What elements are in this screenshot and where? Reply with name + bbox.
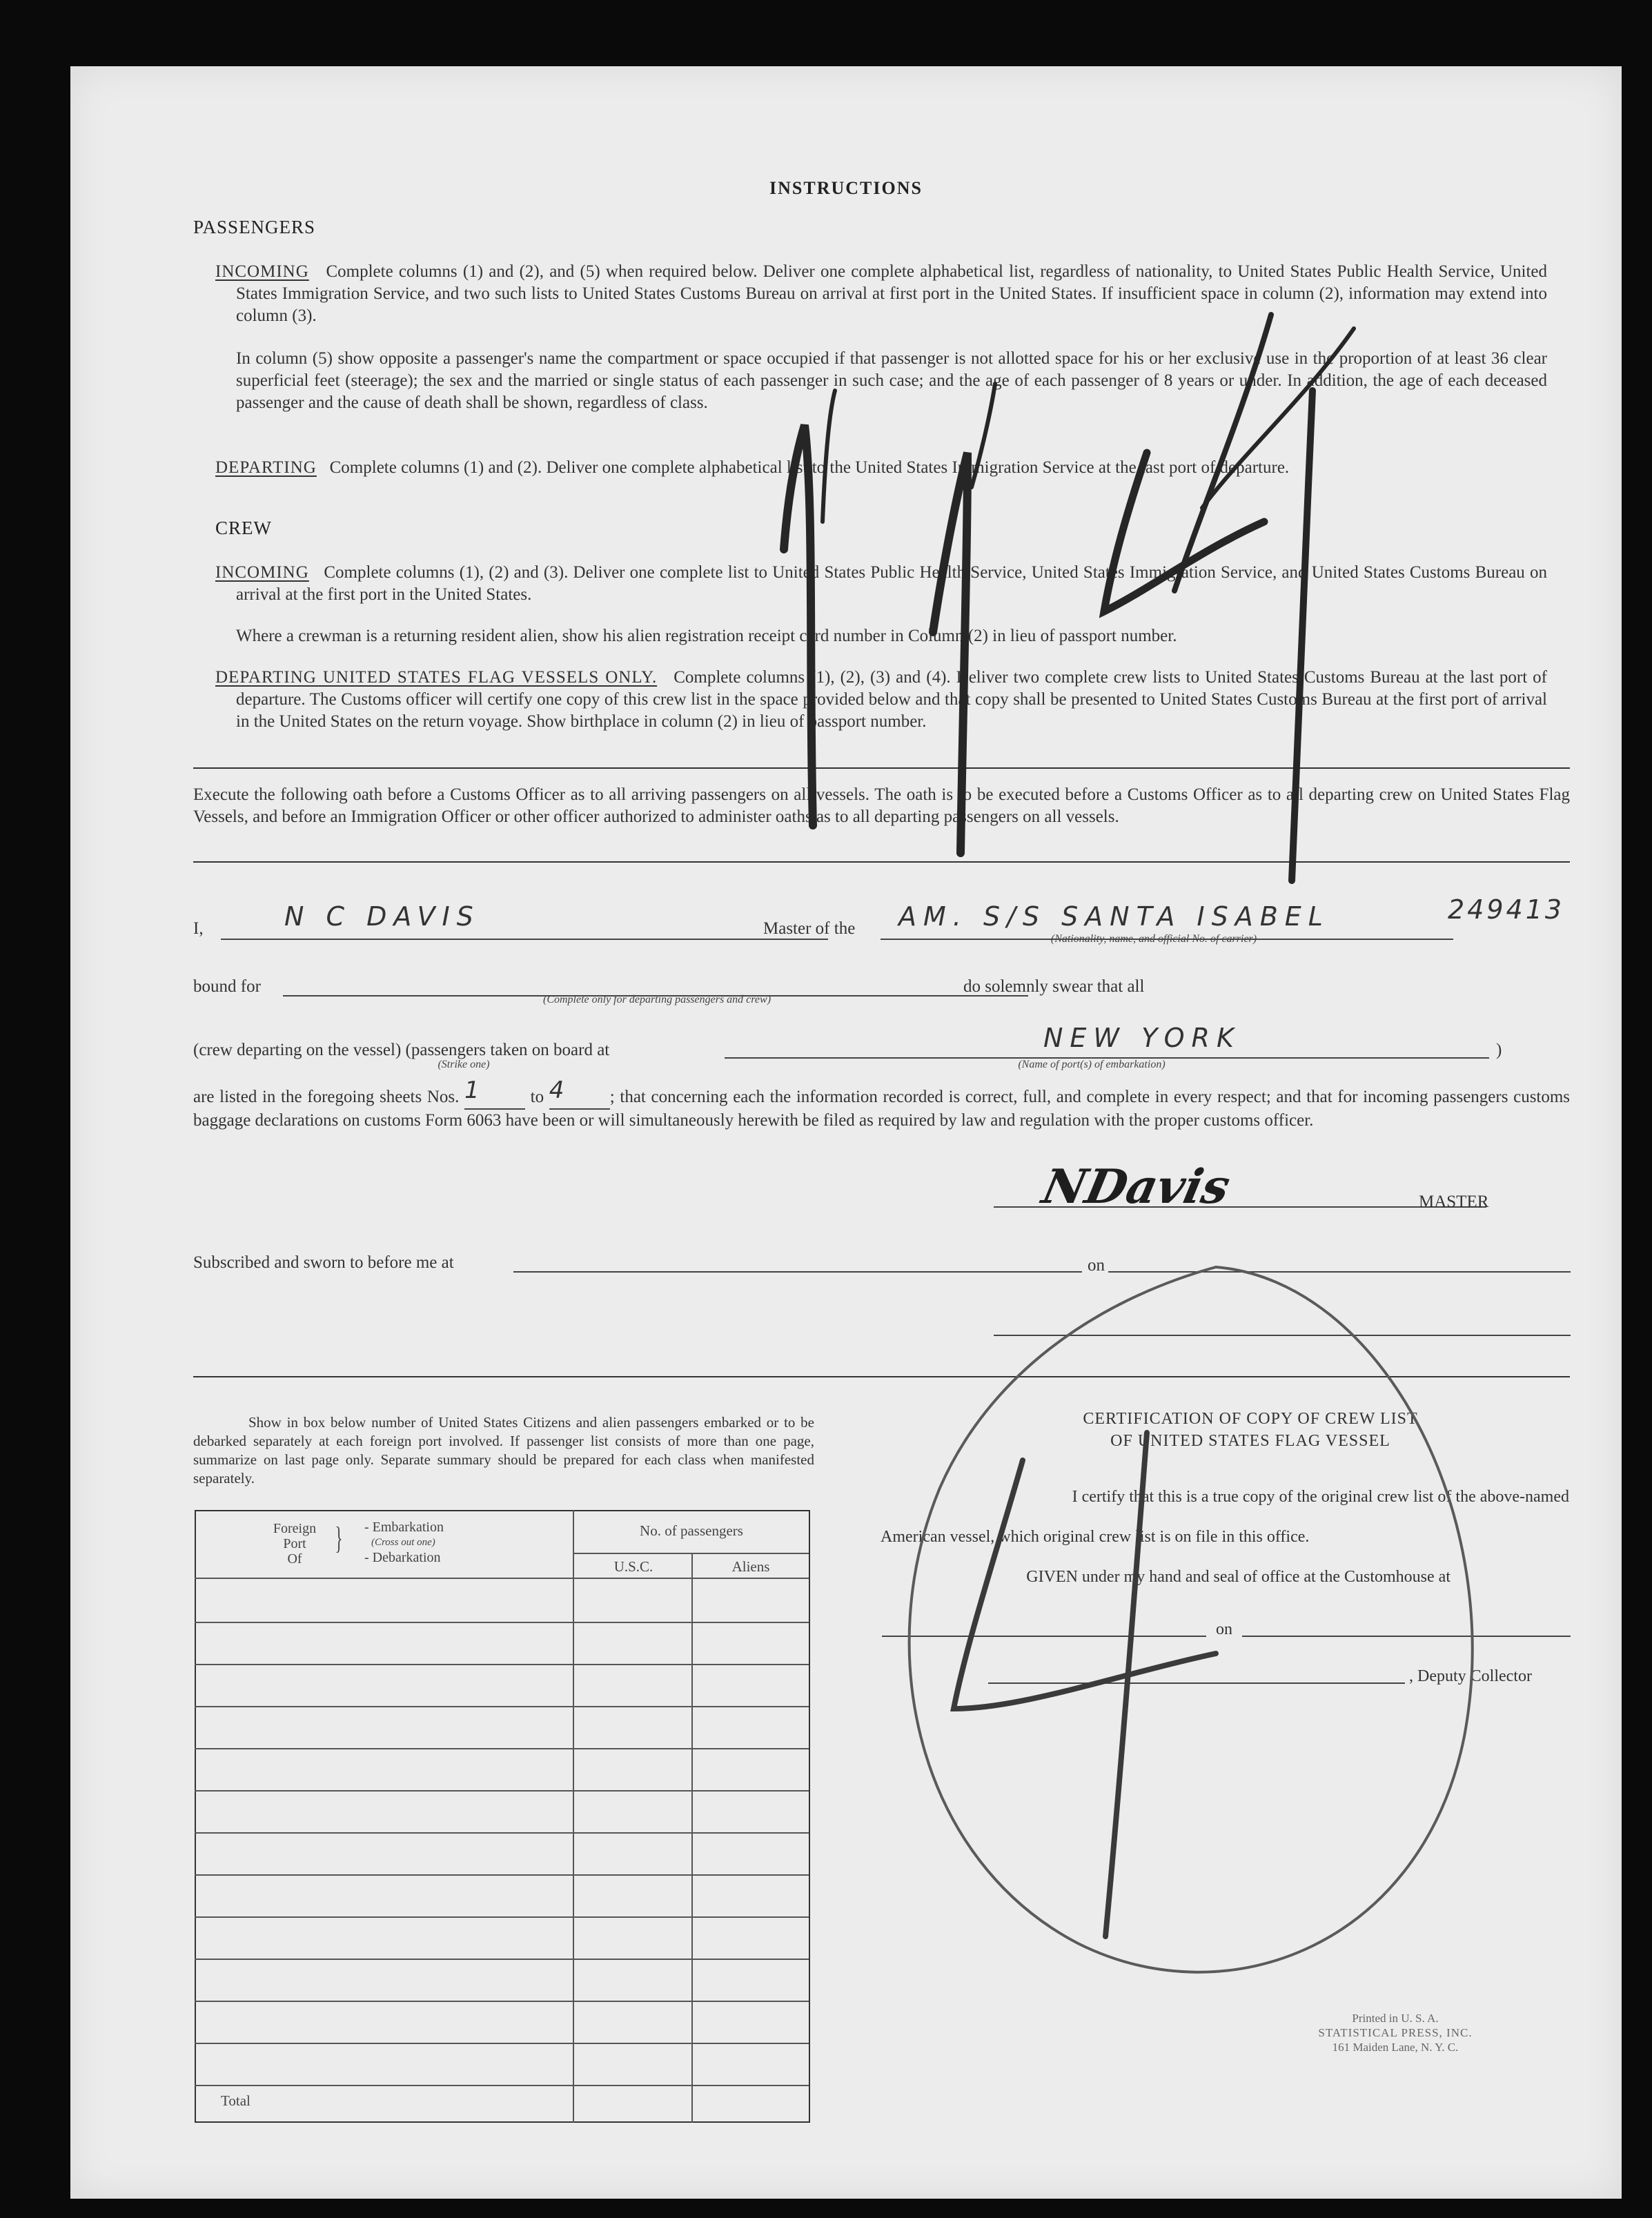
summary-instructions: Show in box below number of United States Citizens and alien passengers embarked or to be debarked separately at each foreign port involved. If passenger list consists of more than one page, summarize on last page only. Separate summary should be prepared for each class when manifested separately. [193, 1414, 814, 1486]
embarkation-option[interactable]: - Embarkation [364, 1520, 444, 1535]
master-label: MASTER [1419, 1193, 1489, 1211]
sheets-suffix: ; that concerning each the information recorded is correct, full, and complete in every respect; and that for incoming passengers customs baggage declarations on customs Form 6063 have been or will simultaneously herewith be filed as required by law and regulation with the proper customs officer. [193, 1088, 1571, 1130]
bound-for-label: bound for [193, 977, 261, 996]
usc-header: U.S.C. [613, 1558, 653, 1575]
port-caption: (Name of port(s) of embarkation) [1018, 1059, 1166, 1070]
handwritten-sheet-number-marks [70, 66, 1622, 2199]
sheet-to-field[interactable]: 4 [549, 1083, 610, 1110]
master-name-field[interactable]: N C DAVIS [284, 901, 480, 932]
swear-text: do solemnly swear that all [963, 977, 1145, 996]
crewman-paragraph: Where a crewman is a returning resident alien, show his alien registration receipt card number in Column (2) in lieu of passport number. [236, 627, 1177, 645]
aliens-header: Aliens [731, 1558, 770, 1575]
certification-title-line1: CERTIFICATION OF COPY OF CREW LIST [1083, 1410, 1418, 1428]
crew-departing-label: DEPARTING UNITED STATES FLAG VESSELS ONLY. [215, 668, 658, 687]
certification-title-line2: OF UNITED STATES FLAG VESSEL [1110, 1432, 1390, 1450]
sheets-prefix: are listed in the foregoing sheets Nos. [193, 1088, 460, 1106]
vessel-field[interactable]: AM. S/S SANTA ISABEL [898, 901, 1330, 932]
subscribed-label: Subscribed and sworn to before me at [193, 1253, 454, 1272]
cross-out-caption: (Cross out one) [371, 1537, 435, 1548]
strike-caption: (Strike one) [437, 1059, 490, 1070]
column5-paragraph: In column (5) show opposite a passenger's name the compartment or space occupied if that passenger is not allotted space for his or her exclusive use in the proportion of at least 36 clear superficial feet (steerage); the sex and the married or single status of each passenger in such case; and the age of each passenger of 8 years or under. In addition, the age of each deceased passenger and the cause of death shall be shown, regardless of class. [236, 349, 1547, 412]
close-paren: ) [1496, 1041, 1502, 1059]
oath-i-label: I, [193, 919, 204, 938]
official-number-field[interactable]: 249413 [1448, 894, 1565, 925]
debarkation-option[interactable]: - Debarkation [364, 1550, 441, 1565]
passengers-incoming-label: INCOMING [215, 262, 309, 281]
certify-line2: American vessel, which original crew list is on file in this office. [881, 1528, 1310, 1546]
sheet-from-field[interactable]: 1 [464, 1083, 525, 1110]
subscribed-on-label: on [1088, 1256, 1105, 1275]
port-field[interactable]: NEW YORK [1043, 1023, 1241, 1053]
sheet-number-mark: 1114 [1036, 1170, 1038, 1171]
crew-passengers-label: (crew departing on the vessel) (passengers taken on board at [193, 1041, 610, 1059]
certify-line1: I certify that this is a true copy of the original crew list of the above-named [1072, 1488, 1569, 1506]
passengers-departing-text: Complete columns (1) and (2). Deliver one complete alphabetical list to the United States Immigration Service at the last port of departure. [329, 458, 1290, 477]
deputy-collector-label: , Deputy Collector [1409, 1667, 1532, 1685]
passengers-heading: PASSENGERS [193, 217, 316, 237]
no-of-passengers-header: No. of passengers [640, 1522, 743, 1539]
passengers-incoming-text: Complete columns (1) and (2), and (5) when required below. Deliver one complete alphabetical list, regardless of nationality, to United States Public Health Service, United States Immigration Service, and two such lists to United States Customs Bureau on arrival at first port in the United States. If insufficient space in column (2), information may extend into column (3). [236, 262, 1548, 325]
crew-heading: CREW [215, 518, 272, 538]
foreign-port-label: Foreign Port Of [273, 1521, 317, 1567]
master-signature: NDavis [1037, 1159, 1235, 1215]
to-label: to [530, 1088, 544, 1106]
crew-incoming-text: Complete columns (1), (2) and (3). Deliver one complete list to United States Public Health Service, United States Immigration Service, and United States Customs Bureau on arrival at the first port in the United States. [236, 563, 1547, 604]
form-sheet [70, 66, 1622, 2199]
printer-imprint: Printed in U. S. A. STATISTICAL PRESS, INC. 161 Maiden Lane, N. Y. C. [1318, 2012, 1473, 2054]
certification-on-label: on [1216, 1620, 1232, 1638]
master-of-label: Master of the [763, 919, 856, 938]
crew-departing-text: Complete columns (1), (2), (3) and (4). Deliver two complete crew lists to United States Customs Bureau at the last port of departure. The Customs officer will certify one copy of this crew list in the space provided below and that copy shall be presented to United States Customs Bureau at the first port of arrival in the United States on the return voyage. Show birthplace in column (2) in lieu of passport number. [236, 668, 1548, 731]
crew-incoming-label: INCOMING [215, 563, 309, 582]
bound-for-caption: (Complete only for departing passengers and crew) [542, 994, 771, 1005]
instructions-title: INSTRUCTIONS [769, 178, 923, 198]
brace-icon: } [335, 1520, 343, 1555]
passengers-departing-label: DEPARTING [215, 458, 317, 477]
given-text: GIVEN under my hand and seal of office at the Customhouse at [1026, 1568, 1451, 1586]
total-label: Total [221, 2092, 250, 2109]
oath-intro: Execute the following oath before a Customs Officer as to all arriving passengers on all vessels. The oath is to be executed before a Customs Officer as to all departing crew on United States Flag Vessels, and before an Immigration Officer or other officer authorized to administer oaths as to all departing passengers on all vessels. [193, 785, 1570, 826]
vessel-caption: (Nationality, name, and official No. of carrier) [1050, 933, 1257, 945]
